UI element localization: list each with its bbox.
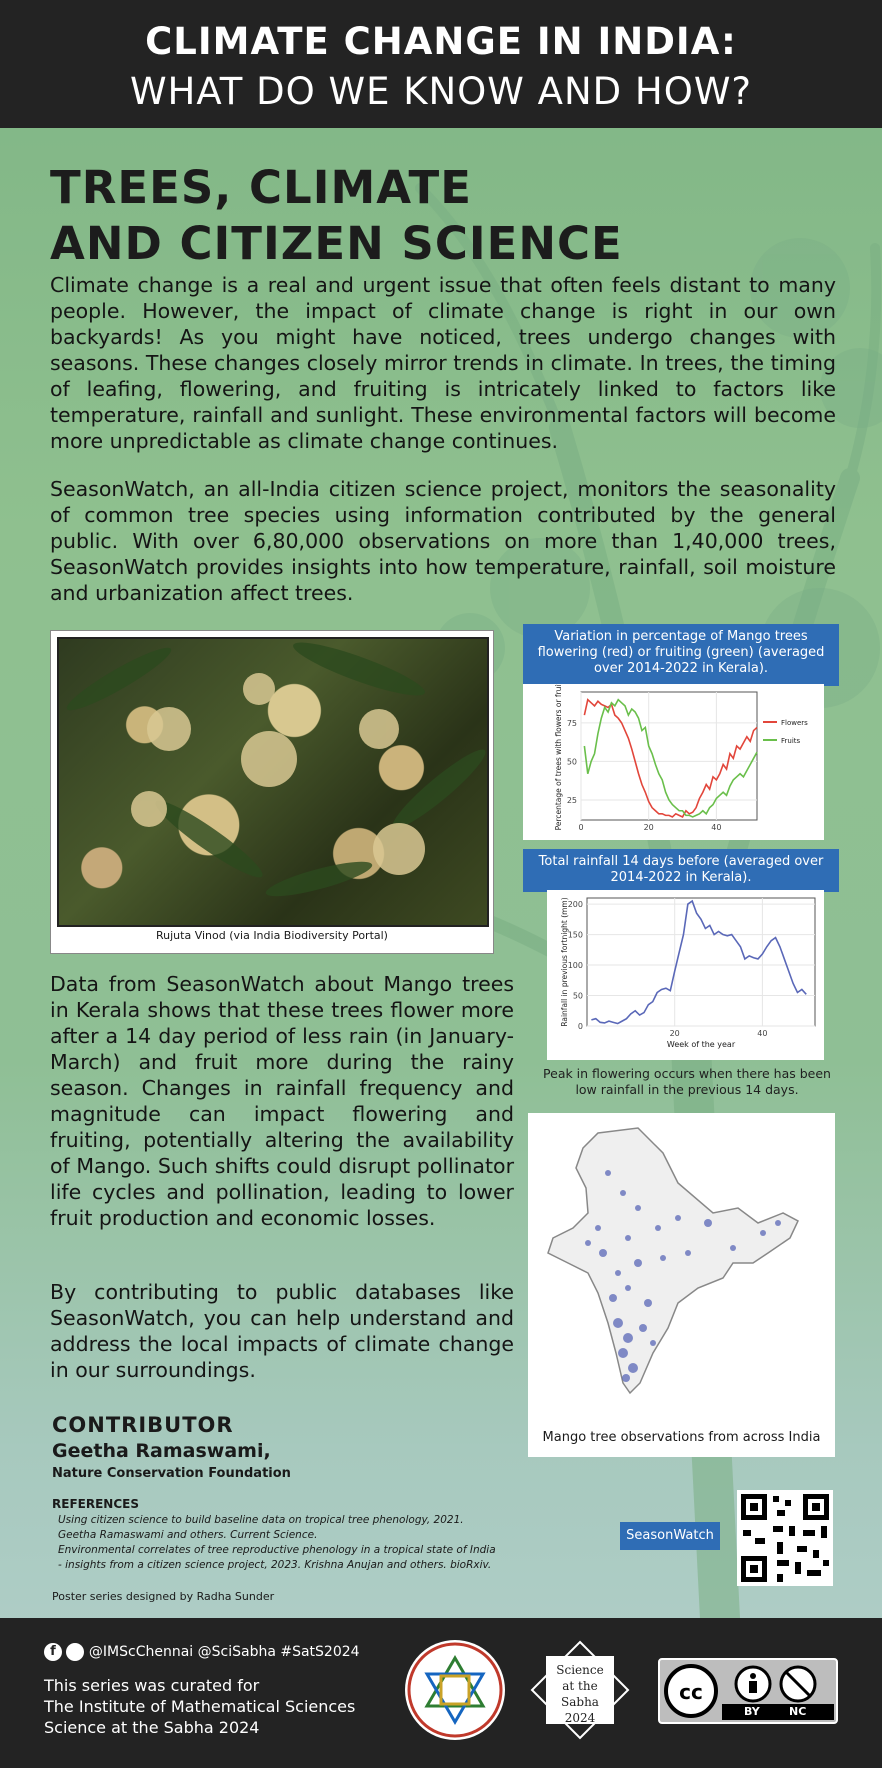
x-tick-label: 0 [578,823,584,832]
y-tick-label: 0 [577,1022,583,1031]
y-tick-label: 200 [567,900,583,910]
x-tick-label: 40 [757,1029,768,1038]
mango-leaves-overlay [59,639,487,925]
facebook-icon[interactable]: f [44,1643,62,1661]
chart2-panel [547,890,824,1060]
poster-footer [0,1618,882,1768]
x-tick-label: 40 [711,823,722,832]
y-tick-label: 100 [567,961,583,971]
poster-header [0,0,882,128]
intro-paragraph-1: Climate change is a real and urgent issue that often feels distant to many people. However, the impact of climate change is right in our own backyards! As you might have noticed, trees undergo changes with seasons. These changes closely mirror trends in climate. In trees, the timing of leafing, flowering, and fruiting is intricately linked to factors like temperature, rainfall and sunlight. These environmental factors will become more unpredictable as climate change continues. [50,273,836,453]
y-tick-label: 25 [566,795,577,805]
seasonwatch-badge: SeasonWatch [620,1522,720,1550]
series-title-line1: CLIMATE CHANGE IN INDIA: [145,20,737,63]
india-observations-map [528,1113,835,1423]
intro-paragraph-2: SeasonWatch, an all-India citizen science project, monitors the seasonality of common tree species using information contributed by the general public. With over 6,80,000 observations on more than 1,40,000 trees, SeasonWatch provides insights into how temperature, rainfall, soil moisture and urbanization affect trees. [50,477,836,605]
y-tick-label: 150 [567,930,583,940]
india-outline [548,1128,798,1393]
y-axis-label: Rainfall in previous fortnight (mm) [560,897,569,1027]
contributor-name: Geetha Ramaswami, [52,1440,271,1462]
curated-line2: The Institute of Mathematical Sciences [44,1697,356,1716]
cc-nc-label: NC [789,1705,807,1718]
qr-code[interactable] [737,1490,833,1586]
cc-by-label: BY [744,1705,760,1718]
photo-credit: Rujuta Vinod (via India Biodiversity Portal) [156,929,388,942]
imsc-seal-logo [405,1640,505,1740]
references-list [58,1513,498,1573]
y-tick-label: 50 [572,991,583,1001]
flowering-fruiting-chart [523,684,824,840]
qr-code-icon [737,1490,833,1586]
body-paragraph-4: By contributing to public databases like SeasonWatch, you can help understand and address the local impacts of climate change in our surroundings. [50,1280,514,1382]
mango-photo-frame [50,630,494,954]
x-axis-label: Week of the year [666,1040,736,1049]
rainfall-chart [547,890,824,1060]
poster-title [50,160,623,272]
y-tick-label: 50 [566,757,577,767]
y-axis-label: Percentage of trees with flowers or fruit [554,684,563,831]
cc-by-nc-license [658,1658,838,1724]
x-tick-label: 20 [643,823,654,832]
twitter-icon[interactable] [66,1643,84,1661]
legend-label: Fruits [781,737,801,745]
sats-logo-text: Science at the Sabha 2024 [556,1663,604,1725]
legend-label: Flowers [781,719,808,727]
series-title-line2: WHAT DO WE KNOW AND HOW? [129,70,753,113]
body-paragraph-3: Data from SeasonWatch about Mango trees in Kerala shows that these trees flower more after a 14 day period of less rain (in January-March) and fruit more during the rainy season. Changes in rainfall frequency and magnitude can impact flowering and fruiting, potentially altering the availability of Mango. Such shifts could disrupt pollinator life cycles and pollination, leading to lower fruit production and economic losses. [50,972,514,1230]
plot-area [587,898,815,1026]
designer-credit: Poster series designed by Radha Sunder [52,1590,275,1603]
chart1-heading: Variation in percentage of Mango trees flowering (red) or fruiting (green) (averaged over 2014-2022 in Kerala). [523,624,839,686]
y-tick-label: 75 [566,718,577,728]
x-tick-label: 20 [669,1029,680,1038]
curated-line3: Science at the Sabha 2024 [44,1718,260,1737]
science-at-the-sabha-logo [530,1640,630,1740]
chart2-heading: Total rainfall 14 days before (averaged over 2014-2022 in Kerala). [523,849,839,892]
curated-line1: This series was curated for [44,1676,260,1695]
india-map-panel [528,1113,835,1457]
map-caption: Mango tree observations from across India [542,1430,821,1445]
social-handles [44,1643,360,1661]
svg-text:cc: cc [679,1680,703,1704]
chart-note: Peak in flowering occurs when there has been low rainfall in the previous 14 days. [543,1066,831,1097]
curated-by [44,1675,355,1738]
social-handles-text: @IMScChennai @SciSabha #SatS2024 [88,1644,360,1660]
poster-title-line2: AND CITIZEN SCIENCE [50,217,623,270]
contributor-heading: CONTRIBUTOR [52,1413,234,1437]
mango-flowers-photo [57,637,489,927]
references-heading: REFERENCES [52,1497,139,1511]
reference-2: Environmental correlates of tree reproductive phenology in a tropical state of India - insights from a citizen science project, 2023. Krishna Anujan and others. bioRxiv. [58,1544,496,1571]
reference-1: Using citizen science to build baseline data on tropical tree phenology, 2021. Geetha Ramaswami and others. Current Science. [58,1514,464,1541]
poster-title-line1: TREES, CLIMATE [50,161,472,214]
chart1-panel [523,684,824,840]
contributor-org: Nature Conservation Foundation [52,1466,291,1481]
